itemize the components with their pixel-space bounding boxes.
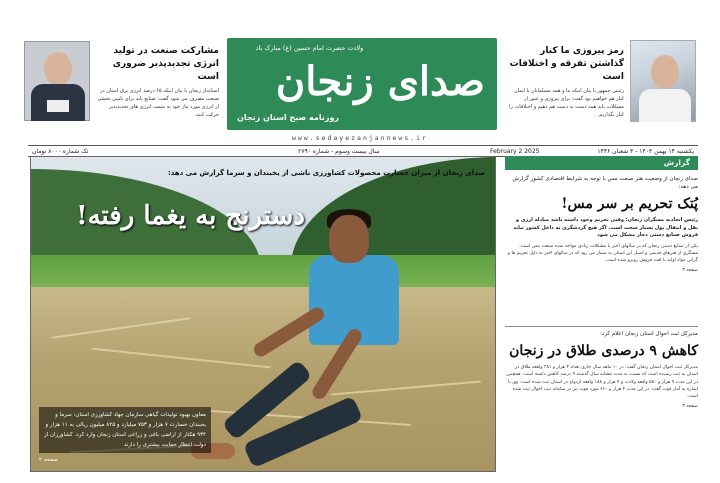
article-copper-page-ref: صفحه ۳ <box>682 268 698 274</box>
teaser-right-body: رئیس جمهور با بیان اینکه ما و همه مسلمانان با ایمان کنار هم خواهیم بود گفت: برای پیروزی و عبور از مشکلات باید همه دست به دست هم دهیم و اختلافات را کنار بگذاریم. <box>509 88 624 118</box>
article-copper-lead: صدای زنجان از وضعیت هنر صنعت مس با توجه به شرایط اقتصادی کشور گزارش می دهد: <box>512 176 698 190</box>
president-photo <box>630 40 696 122</box>
article-copper[interactable] <box>505 175 698 275</box>
issue-number: سال بیست وسوم - شماره ۲۷۹۰ <box>298 148 380 155</box>
article-divorce[interactable] <box>505 330 698 411</box>
website-url[interactable]: www.sedayezanjannews.ir <box>291 134 428 142</box>
article-divorce-body: مدیرکل ثبت احوال استان زنجان گفت: در ۱۰ ماهه سال جاری تعداد ۳ هزار و ۲۸۱ واقعه طلاق در استان به ثبت رسیده است که نسبت به مدت مشابه سال گذشته ۹ درصد کاهش داشته است. همچنین در این مدت ۹ هزار و ۵۵۰ واقعه ولادت و ۴ هزار و ۱۸۸ واقعه ازدواج در استان ثبت شده است. وی با اشاره به آمار فوت گفت: در این مدت ۴ هزار و ۶۶۰ مورد فوت نیز در سامانه ثبت احوال ثبت شده است. <box>506 365 698 400</box>
column-divider <box>505 326 698 327</box>
photo-kicker: صدای زنجان از میزان خسارت محصولات کشاورزی ناشی از یخبندان و سرما گزارش می دهد: <box>167 169 485 177</box>
article-copper-body: یکی از صنایع دستی زنجان که در سالهای اخیر با مشکلات زیادی مواجه شده صنعت مس است. مسگری از هنرهای قدیمی و اصیل این استان به شمار می رود که در سالهای اخیر به دلیل تحریم ها و گرانی مواد اولیه با افت فروش روبرو شده است. <box>507 243 698 264</box>
teaser-left[interactable] <box>95 45 219 119</box>
main-photo[interactable] <box>30 156 496 472</box>
masthead <box>227 38 497 130</box>
governor-photo <box>24 41 90 121</box>
photo-caption: معاون بهبود تولیدات گیاهی سازمان جهاد کشاورزی استان: سرما و یخبندان خسارت ۷ هزار و ۷۵۳ میلیارد و ۸۲۵ میلیون ریالی به ۱۱ هزار و ۹۳۴ هکتار از اراضی باغی و زراعی استان زنجان وارد کرد. کشاورزان از دولت انتظار حمایت بیشتری را دارند <box>39 407 211 453</box>
article-copper-headline[interactable]: پُتک تحریم بر سر مس! <box>561 196 698 212</box>
main-headline[interactable]: دسترنج به یغما رفته! <box>76 201 305 231</box>
masthead-slogan: ولادت حضرت امام حسین (ع) مبارک باد <box>255 44 364 52</box>
article-divorce-page-ref: صفحه ۳ <box>682 404 698 410</box>
newspaper-subtitle: روزنامه صبح استان زنجان <box>237 113 340 122</box>
article-divorce-lead: مدیرکل ثبت احوال استان زنجان اعلام کرد: <box>600 331 698 337</box>
newspaper-title: صدای زنجان <box>275 58 485 105</box>
teaser-left-body: استاندار زنجان با بیان اینکه ۶۵ درصد انرژی برق استان در صنعت مصرف می شود گفت: صنایع باید برای تامین بخشی از انرژی مورد نیاز خود به سمت انرژی های تجدیدپذیر حرکت کنند. <box>97 88 219 118</box>
persian-date: یکشنبه ۱۴ بهمن ۱۴۰۳ - ۳ شعبان ۱۴۴۶ <box>597 148 694 155</box>
teaser-right[interactable] <box>508 45 624 119</box>
report-section-bar: گزارش <box>505 156 698 170</box>
gregorian-date: February 2 2025 <box>490 148 540 155</box>
article-divorce-headline[interactable]: کاهش ۹ درصدی طلاق در زنجان <box>509 343 698 359</box>
photo-page-ref: صفحه ۲ <box>39 457 58 463</box>
article-copper-deck: رئیس اتحادیه مسگران زنجان: وقتی تحریم وجود داشته باشد مبادله ارزی و نقل و انتقال پول بسیار سخت است. اگر هیچ گردشگری به داخل کشور نیاید فروش صنایع دستی دچار مشکل می شود <box>513 217 698 238</box>
teaser-left-headline: مشارکت صنعت در تولید انرژی تجدیدپذیر ضروری است <box>112 46 219 82</box>
teaser-right-headline: رمز پیروزی ما کنار گذاشتن تفرقه و اختلافات است <box>509 46 624 82</box>
price: تک شماره ۸۰۰۰ تومان <box>32 148 89 155</box>
